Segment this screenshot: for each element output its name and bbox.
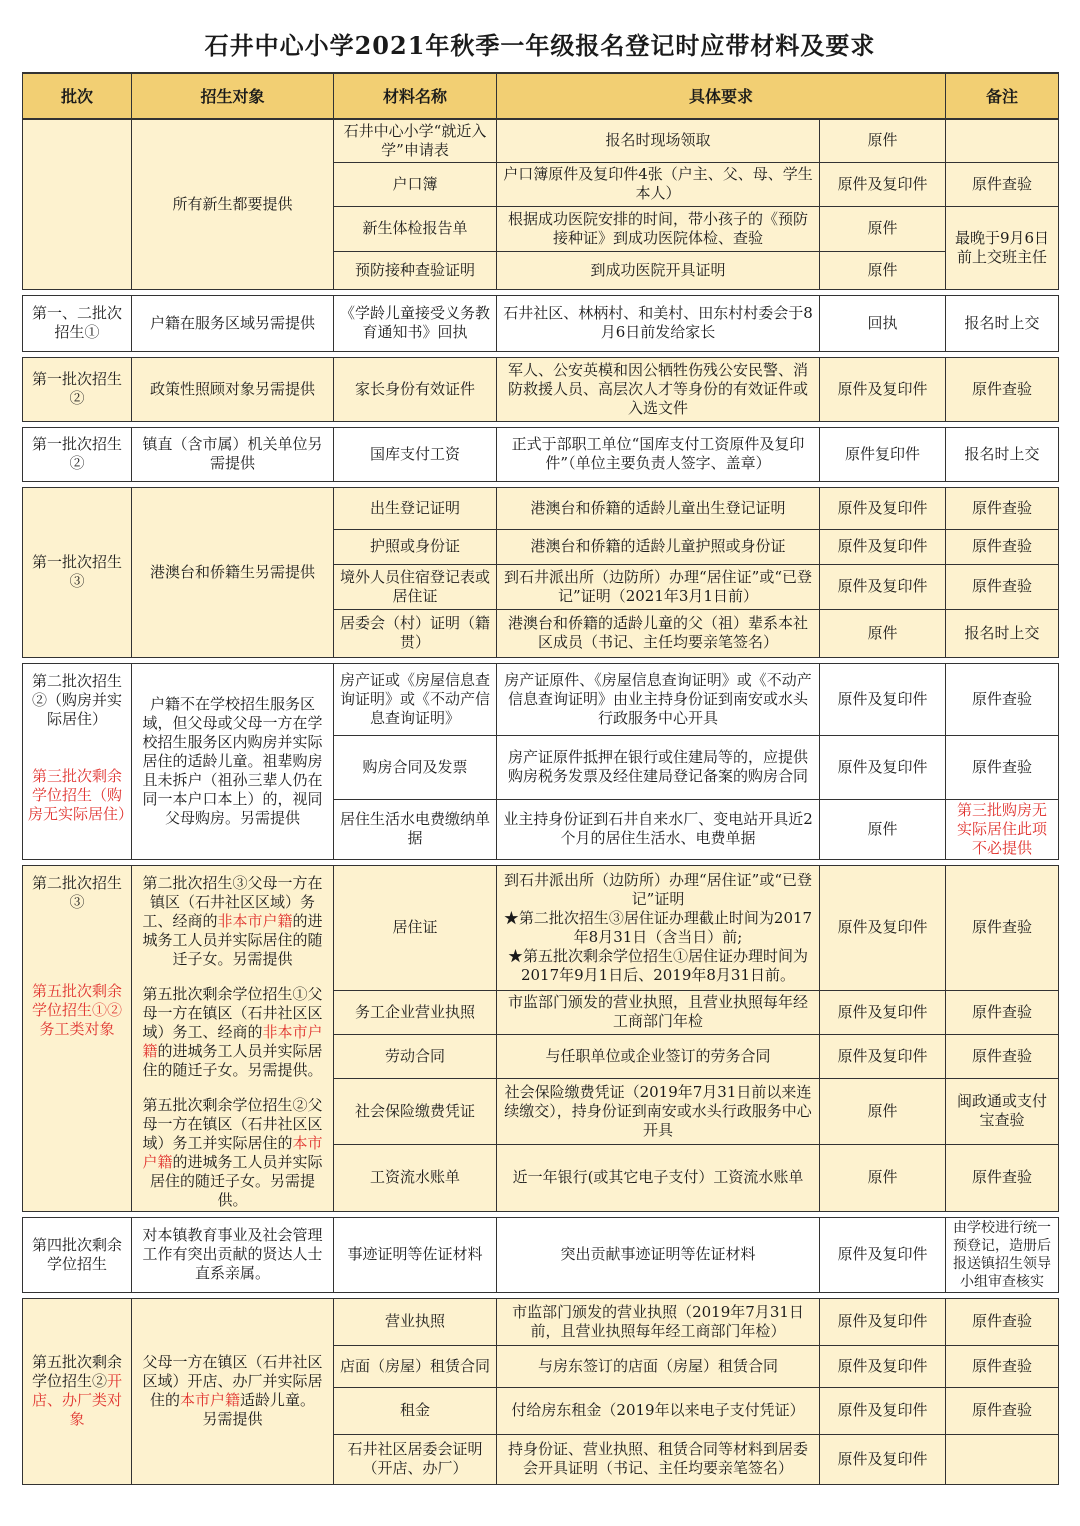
table-header — [23, 73, 1059, 119]
material-cell: 房产证或《房屋信息查询证明》或《不动产信息查询证明》 — [334, 663, 497, 735]
requirement-cell — [497, 865, 820, 990]
note-cell: 原件查验 — [946, 1298, 1059, 1345]
table-row — [23, 865, 1059, 990]
doc-type-cell: 原件及复印件 — [820, 357, 946, 421]
doc-type-cell: 回执 — [820, 295, 946, 351]
material-cell: 预防接种查验证明 — [334, 251, 497, 289]
doc-type-cell: 原件及复印件 — [820, 735, 946, 799]
note-cell: 原件查验 — [946, 865, 1059, 990]
doc-type-cell: 原件复印件 — [820, 427, 946, 481]
doc-type-cell: 原件 — [820, 1078, 946, 1144]
note-cell: 由学校进行统一预登记，造册后报送镇招生领导小组审查核实 — [946, 1217, 1059, 1292]
table-row — [23, 663, 1059, 735]
target-cell — [132, 865, 334, 1211]
doc-type-cell: 原件及复印件 — [820, 865, 946, 990]
note-cell: 原件查验 — [946, 663, 1059, 735]
material-cell: 购房合同及发票 — [334, 735, 497, 799]
requirement-cell: 突出贡献事迹证明等佐证材料 — [497, 1217, 820, 1292]
material-cell: 营业执照 — [334, 1298, 497, 1345]
requirement-cell: 到石井派出所（边防所）办理“居住证”或“已登记”证明（2021年3月1日前） — [497, 564, 820, 609]
requirement-cell: 石井社区、林柄村、和美村、田东村村委会于8月6日前发给家长 — [497, 295, 820, 351]
requirement-cell: 社会保险缴费凭证（2019年7月31日前以来连续缴交），持身份证到南安或水头行政服务中心开具 — [497, 1078, 820, 1144]
doc-type-cell: 原件及复印件 — [820, 663, 946, 735]
requirement-line: ★第五批次剩余学位招生①居住证办理时间为2017年9月1日后、2019年8月31日前。 — [507, 946, 808, 984]
target-cell: 对本镇教育事业及社会管理工作有突出贡献的贤达人士直系亲属。 — [132, 1217, 334, 1292]
target-cell: 所有新生都要提供 — [132, 119, 334, 289]
doc-type-cell: 原件及复印件 — [820, 1217, 946, 1292]
target-paragraph — [137, 874, 328, 969]
batch-text: 第五批次剩余学位招生② — [31, 1353, 122, 1390]
batch-cell — [23, 119, 132, 289]
note-cell: 报名时上交 — [946, 295, 1059, 351]
requirement-line: ★第二批次招生③居住证办理截止时间为2017年8月31日（含当日）前; — [503, 908, 813, 946]
batch-text: 第二批次招生③ — [31, 873, 122, 911]
note-cell: 第三批购房无实际居住此项不必提供 — [946, 799, 1059, 859]
requirement-cell: 付给房东租金（2019年以来电子支付凭证） — [497, 1387, 820, 1434]
batch-cell: 第一、二批次招生① — [23, 295, 132, 351]
table-row — [23, 487, 1059, 529]
material-cell: 居住证 — [334, 865, 497, 990]
table-row — [23, 1298, 1059, 1345]
material-cell: 事迹证明等佐证材料 — [334, 1217, 497, 1292]
requirement-cell: 房产证原件、《房屋信息查询证明》或《不动产信息查询证明》由业主持身份证到南安或水头行政服务中心开具 — [497, 663, 820, 735]
target-paragraph — [137, 1096, 328, 1210]
requirement-cell: 到成功医院开具证明 — [497, 251, 820, 289]
batch-text-red: 第三批次剩余学位招生（购房无实际居住） — [28, 766, 134, 823]
requirement-cell: 房产证原件抵押在银行或住建局等的，应提供购房税务发票及经住建局登记备案的购房合同 — [497, 735, 820, 799]
material-cell: 劳动合同 — [334, 1034, 497, 1078]
requirement-cell: 市监部门颁发的营业执照（2019年7月31日前，且营业执照每年经工商部门年检） — [497, 1298, 820, 1345]
table-row — [23, 295, 1059, 351]
material-cell: 石井中心小学“就近入学”申请表 — [334, 119, 497, 162]
header-requirement: 具体要求 — [497, 73, 946, 119]
page-title: 石井中心小学2021年秋季一年级报名登记时应带材料及要求 — [204, 31, 876, 60]
material-cell: 社会保险缴费凭证 — [334, 1078, 497, 1144]
doc-type-cell: 原件及复印件 — [820, 1034, 946, 1078]
note-cell — [946, 119, 1059, 162]
material-cell: 租金 — [334, 1387, 497, 1434]
note-cell: 原件查验 — [946, 357, 1059, 421]
note-cell: 原件查验 — [946, 1345, 1059, 1387]
doc-type-cell: 原件 — [820, 119, 946, 162]
target-cell: 港澳台和侨籍生另需提供 — [132, 487, 334, 657]
material-cell: 户口簿 — [334, 162, 497, 206]
requirement-cell: 军人、公安英模和因公牺牲伤残公安民警、消防救援人员、高层次人才等身份的有效证件或入选文件 — [497, 357, 820, 421]
material-cell: 国库支付工资 — [334, 427, 497, 481]
note-cell — [946, 1434, 1059, 1484]
requirement-cell: 业主持身份证到石井自来水厂、变电站开具近2个月的居住生活水、电费单据 — [497, 799, 820, 859]
doc-type-cell: 原件及复印件 — [820, 1434, 946, 1484]
materials-table — [22, 72, 1059, 1485]
material-cell: 家长身份有效证件 — [334, 357, 497, 421]
target-text: 的进城务工人员并实际居住的随迁子女。另需提供。 — [149, 1152, 323, 1209]
requirement-cell: 港澳台和侨籍的适龄儿童出生登记证明 — [497, 487, 820, 529]
requirement-cell: 根据成功医院安排的时间，带小孩子的《预防接种证》到成功医院体检、查验 — [497, 206, 820, 251]
note-cell: 最晚于9月6日前上交班主任 — [946, 206, 1059, 289]
material-cell: 出生登记证明 — [334, 487, 497, 529]
target-text-red: 非本市户籍 — [142, 1022, 323, 1060]
requirement-cell: 市监部门颁发的营业执照，且营业执照每年经工商部门年检 — [497, 990, 820, 1034]
note-cell: 原件查验 — [946, 735, 1059, 799]
target-cell: 镇直（含市属）机关单位另需提供 — [132, 427, 334, 481]
note-cell: 原件查验 — [946, 990, 1059, 1034]
doc-type-cell: 原件及复印件 — [820, 1298, 946, 1345]
material-cell: 石井社区居委会证明（开店、办厂） — [334, 1434, 497, 1484]
batch-cell — [23, 663, 132, 859]
material-cell: 境外人员住宿登记表或居住证 — [334, 564, 497, 609]
material-cell: 工资流水账单 — [334, 1144, 497, 1211]
requirement-cell: 报名时现场领取 — [497, 119, 820, 162]
requirement-cell: 与房东签订的店面（房屋）租赁合同 — [497, 1345, 820, 1387]
doc-type-cell: 原件 — [820, 251, 946, 289]
table-row — [23, 1217, 1059, 1292]
target-text-red: 本市户籍 — [179, 1391, 240, 1409]
note-cell: 原件查验 — [946, 1034, 1059, 1078]
target-cell — [132, 1298, 334, 1484]
requirement-cell: 户口簿原件及复印件4张（户主、父、母、学生本人） — [497, 162, 820, 206]
doc-type-cell: 原件及复印件 — [820, 1387, 946, 1434]
doc-type-cell: 原件及复印件 — [820, 564, 946, 609]
requirement-cell: 港澳台和侨籍的适龄儿童护照或身份证 — [497, 529, 820, 564]
requirement-cell: 与任职单位或企业签订的劳务合同 — [497, 1034, 820, 1078]
material-cell: 新生体检报告单 — [334, 206, 497, 251]
material-cell: 《学龄儿童接受义务教育通知书》回执 — [334, 295, 497, 351]
doc-type-cell: 原件及复印件 — [820, 162, 946, 206]
doc-type-cell: 原件及复印件 — [820, 487, 946, 529]
doc-type-cell: 原件及复印件 — [820, 529, 946, 564]
note-cell: 原件查验 — [946, 529, 1059, 564]
batch-cell — [23, 1298, 132, 1484]
material-cell: 务工企业营业执照 — [334, 990, 497, 1034]
target-paragraph — [137, 985, 328, 1080]
batch-text-red: 第五批次剩余学位招生①②务工类对象 — [31, 981, 122, 1038]
doc-type-cell: 原件及复印件 — [820, 1345, 946, 1387]
target-text: 第二批次招生③父母一方在镇区（石井社区区域）务工、经商的 — [142, 873, 323, 930]
target-text: 的进城务工人员并实际居住的随迁子女。另需提供。 — [142, 1041, 323, 1079]
batch-text: 第二批次招生②（购房并实际居住） — [31, 671, 122, 728]
target-text: 适龄儿童。 — [240, 1391, 316, 1409]
target-cell: 户籍不在学校招生服务区域，但父母或父母一方在学校招生服务区内购房并实际居住的适龄儿童。祖辈购房且未拆户（祖孙三辈人仍在同一本户口本上）的，视同父母购房。另需提供 — [132, 663, 334, 859]
note-cell: 原件查验 — [946, 1387, 1059, 1434]
target-text: 父母一方在镇区（石井社区区域）开店、办厂并实际居住的 — [142, 1353, 323, 1409]
requirement-cell: 正式于部职工单位“国库支付工资原件及复印件”（单位主要负责人签字、盖章） — [497, 427, 820, 481]
doc-type-cell: 原件 — [820, 206, 946, 251]
batch-cell: 第一批次招生③ — [23, 487, 132, 657]
header-note: 备注 — [946, 73, 1059, 119]
table-row — [23, 427, 1059, 481]
target-cell: 政策性照顾对象另需提供 — [132, 357, 334, 421]
material-cell: 店面（房屋）租赁合同 — [334, 1345, 497, 1387]
material-cell: 护照或身份证 — [334, 529, 497, 564]
target-text: 的进城务工人员并实际居住的随迁子女。另需提供 — [142, 911, 323, 968]
requirement-cell: 持身份证、营业执照、租赁合同等材料到居委会开具证明（书记、主任均要亲笔签名） — [497, 1434, 820, 1484]
material-cell: 居委会（村）证明（籍贯） — [334, 609, 497, 657]
doc-type-cell: 原件 — [820, 1144, 946, 1211]
target-text: 第五批次剩余学位招生①父母一方在镇区（石井社区区域）务工、经商的 — [142, 984, 323, 1041]
table-row — [23, 357, 1059, 421]
doc-type-cell: 原件及复印件 — [820, 990, 946, 1034]
material-cell: 居住生活水电费缴纳单据 — [334, 799, 497, 859]
note-cell: 报名时上交 — [946, 427, 1059, 481]
doc-type-cell: 原件 — [820, 609, 946, 657]
header-material: 材料名称 — [334, 73, 497, 119]
target-text-red: 本市户籍 — [142, 1133, 323, 1171]
doc-type-cell: 原件 — [820, 799, 946, 859]
target-cell: 户籍在服务区域另需提供 — [132, 295, 334, 351]
batch-cell: 第一批次招生② — [23, 357, 132, 421]
note-cell: 闽政通或支付宝查验 — [946, 1078, 1059, 1144]
header-batch: 批次 — [23, 73, 132, 119]
target-paragraph — [137, 1353, 328, 1410]
note-cell: 报名时上交 — [946, 609, 1059, 657]
target-paragraph: 另需提供 — [202, 1410, 263, 1428]
note-cell: 原件查验 — [946, 487, 1059, 529]
batch-cell: 第四批次剩余学位招生 — [23, 1217, 132, 1292]
batch-text-red: 开店、办厂类对象 — [31, 1372, 123, 1428]
note-cell: 原件查验 — [946, 162, 1059, 206]
requirement-cell: 港澳台和侨籍的适龄儿童的父（祖）辈系本社区成员（书记、主任均要亲笔签名） — [497, 609, 820, 657]
note-cell: 原件查验 — [946, 564, 1059, 609]
requirement-cell: 近一年银行(或其它电子支付）工资流水账单 — [497, 1144, 820, 1211]
requirement-line: 到石井派出所（边防所）办理“居住证”或“已登记”证明 — [503, 870, 812, 908]
note-cell: 原件查验 — [946, 1144, 1059, 1211]
target-text-red: 非本市户籍 — [217, 911, 293, 930]
table-row — [23, 119, 1059, 162]
target-text: 第五批次剩余学位招生②父母一方在镇区（石井社区区域）务工并实际居住的 — [142, 1095, 323, 1152]
batch-cell — [23, 865, 132, 1211]
header-target: 招生对象 — [132, 73, 334, 119]
batch-cell: 第一批次招生② — [23, 427, 132, 481]
